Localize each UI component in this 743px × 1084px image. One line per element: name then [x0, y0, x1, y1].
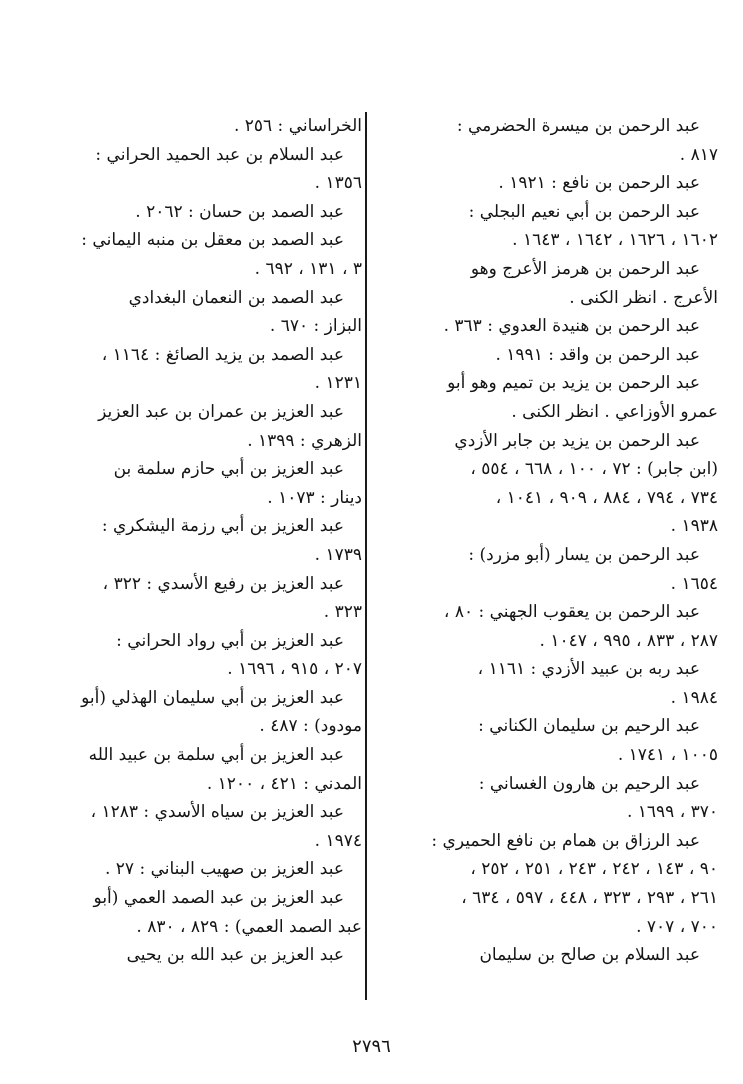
index-line: ١٣٥٦ .	[314, 173, 362, 194]
index-line: ٩٠ ، ١٤٣ ، ٢٤٢ ، ٢٤٣ ، ٢٥١ ، ٢٥٢ ،	[470, 859, 718, 880]
index-line: ٣٢٣ .	[323, 602, 362, 623]
index-line: عبد الرحمن بن يزيد بن تميم وهو أبو	[447, 373, 700, 394]
index-line: عبد الصمد بن النعمان البغدادي	[128, 287, 344, 308]
index-line: ٣ ، ١٣١ ، ٦٩٢ .	[254, 258, 362, 279]
index-line: ٧٣٤ ، ٧٩٤ ، ٨٨٤ ، ٩٠٩ ، ١٠٤١ ،	[495, 487, 718, 508]
index-line: ١٦٥٤ .	[670, 573, 718, 594]
index-line: ٢٨٧ ، ٨٣٣ ، ٩٩٥ ، ١٠٤٧ .	[539, 630, 718, 651]
index-line: عبد الرحمن بن يعقوب الجهني : ٨٠ ،	[443, 602, 700, 623]
index-line: ٢٦١ ، ٢٩٣ ، ٣٢٣ ، ٤٤٨ ، ٥٩٧ ، ٦٣٤ ،	[461, 888, 718, 909]
index-line: الأعرج . انظر الكنى .	[569, 287, 718, 308]
index-line: ١٠٠٥ ، ١٧٤١ .	[617, 745, 718, 766]
index-line: عبد العزيز بن سياه الأسدي : ١٢٨٣ ،	[90, 802, 344, 823]
index-line: عبد الرحيم بن هارون الغساني :	[478, 773, 700, 794]
index-line: عبد الرحمن بن هنيدة العدوي : ٣٦٣ .	[443, 316, 700, 337]
index-line: عبد العزيز بن عبد الصمد العمي (أبو	[93, 888, 344, 909]
index-line: عبد الرحمن بن يزيد بن جابر الأزدي	[454, 430, 700, 451]
index-line: عبد الرحمن بن نافع : ١٩٢١ .	[498, 173, 700, 194]
index-line: عبد الرحمن بن واقد : ١٩٩١ .	[495, 344, 700, 365]
index-line: البزاز : ٦٧٠ .	[269, 316, 362, 337]
index-line: عبد الصمد بن معقل بن منبه اليماني :	[81, 230, 344, 251]
index-line: عبد السلام بن عبد الحميد الحراني :	[95, 144, 344, 165]
index-line: ١٩٧٤ .	[314, 830, 362, 851]
index-line: عبد الرحمن بن هرمز الأعرج وهو	[470, 258, 700, 279]
index-line: ١٩٨٤ .	[670, 687, 718, 708]
index-line: ١٩٣٨ .	[670, 516, 718, 537]
index-line: عبد العزيز بن عمران بن عبد العزيز	[98, 401, 344, 422]
index-line: عبد الصمد بن حسان : ٢٠٦٢ .	[135, 201, 344, 222]
index-line: عبد الصمد بن يزيد الصائغ : ١١٦٤ ،	[101, 344, 344, 365]
index-line: عبد الصمد العمي) : ٨٢٩ ، ٨٣٠ .	[136, 916, 362, 937]
index-line: عبد العزيز بن عبد الله بن يحيى	[126, 945, 344, 966]
index-line: مودود) : ٤٨٧ .	[259, 716, 362, 737]
index-line: (ابن جابر) : ٧٢ ، ١٠٠ ، ٦٦٨ ، ٥٥٤ ،	[470, 459, 718, 480]
left-column	[80, 112, 362, 970]
index-line: عبد الرحيم بن سليمان الكناني :	[478, 716, 700, 737]
index-line: عبد العزيز بن صهيب البناني : ٢٧ .	[104, 859, 344, 880]
index-line: ٢٠٧ ، ٩١٥ ، ١٦٩٦ .	[227, 659, 362, 680]
index-line: عمرو الأوزاعي . انظر الكنى .	[511, 401, 718, 422]
index-line: عبد الرحمن بن يسار (أبو مزرد) :	[468, 544, 700, 565]
index-line: عبد ربه بن عبيد الأزدي : ١١٦١ ،	[477, 659, 700, 680]
index-line: عبد الرزاق بن همام بن نافع الحميري :	[431, 830, 700, 851]
index-line: عبد السلام بن صالح بن سليمان	[479, 945, 700, 966]
index-line: عبد العزيز بن أبي سلمة بن عبيد الله	[88, 745, 344, 766]
index-line: المدني : ٤٢١ ، ١٢٠٠ .	[206, 773, 362, 794]
index-line: الخراساني : ٢٥٦ .	[233, 116, 362, 136]
index-line: الزهري : ١٣٩٩ .	[247, 430, 362, 451]
index-line: عبد العزيز بن أبي حازم سلمة بن	[113, 459, 344, 480]
index-line: ٣٧٠ ، ١٦٩٩ .	[626, 802, 718, 823]
index-line: ٧٠٠ ، ٧٠٧ .	[636, 916, 718, 937]
index-line: ١٧٣٩ .	[314, 544, 362, 565]
index-line: عبد العزيز بن أبي رواد الحراني :	[116, 630, 344, 651]
right-column	[372, 112, 718, 970]
index-line: عبد العزيز بن أبي رزمة اليشكري :	[101, 516, 344, 537]
index-line: دينار : ١٠٧٣ .	[267, 487, 362, 508]
column-divider	[365, 112, 367, 1000]
index-line: ١٢٣١ .	[314, 373, 362, 394]
index-line: عبد العزيز بن رفيع الأسدي : ٣٢٢ ،	[102, 573, 344, 594]
index-line: عبد الرحمن بن أبي نعيم البجلي :	[468, 201, 700, 222]
index-line: عبد العزيز بن أبي سليمان الهذلي (أبو	[81, 687, 344, 708]
index-line: ١٦٠٢ ، ١٦٢٦ ، ١٦٤٢ ، ١٦٤٣ .	[512, 230, 718, 251]
index-line: عبد الرحمن بن ميسرة الحضرمي :	[456, 116, 700, 136]
index-line: ٨١٧ .	[679, 144, 718, 165]
page-number: ٢٧٩٦	[352, 1036, 391, 1057]
